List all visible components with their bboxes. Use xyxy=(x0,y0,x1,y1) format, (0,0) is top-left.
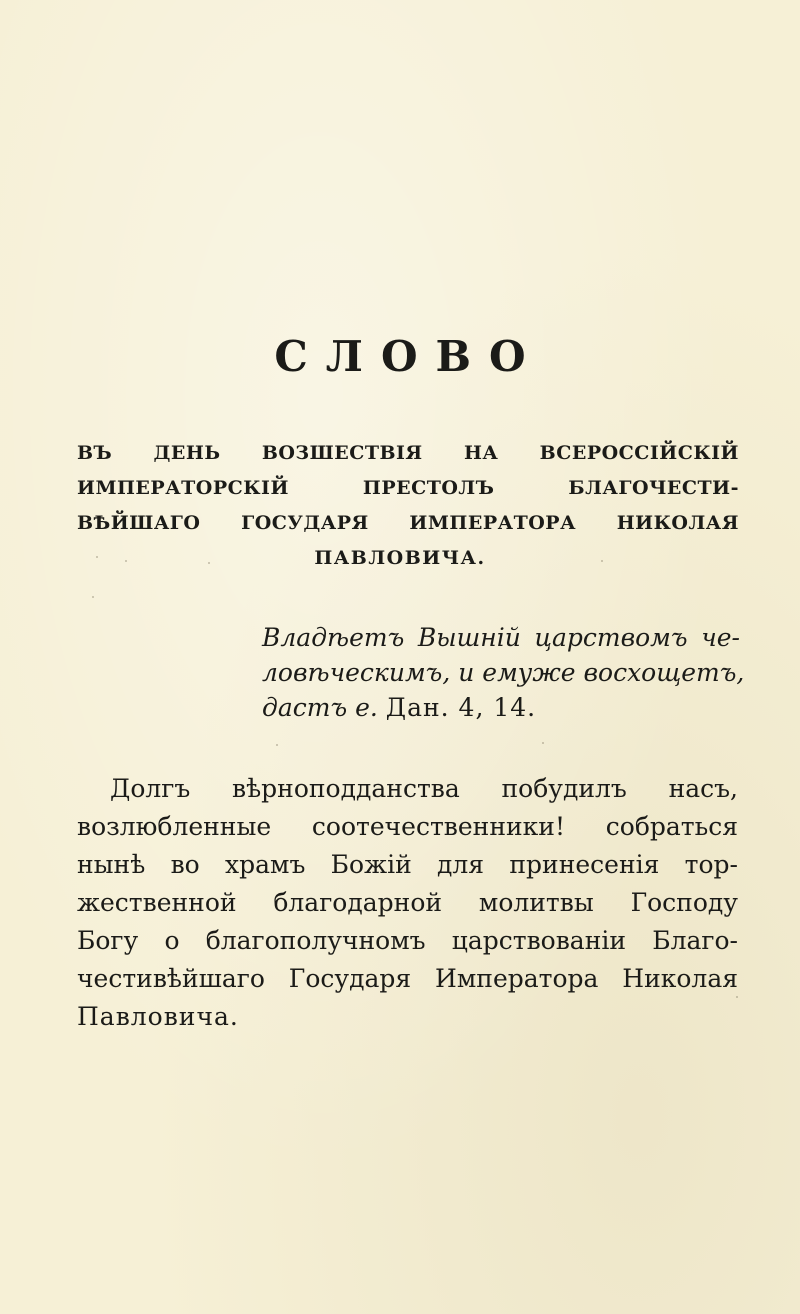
epigraph-reference: Дан. 4, 14. xyxy=(385,693,537,722)
print-speck xyxy=(92,596,94,598)
heading-line-3: ВѢЙШАГО ГОСУДАРЯ ИМПЕРАТОРА НИКОЛАЯ xyxy=(77,512,739,534)
print-speck xyxy=(601,560,603,562)
body-line-2: возлюбленные соотечественники! собраться xyxy=(77,812,738,841)
body-line-6: честивѣйшаго Государя Императора Николая xyxy=(77,964,738,993)
heading-line-1: ВЪ ДЕНЬ ВОЗШЕСТВІЯ НА ВСЕРОССІЙСКІЙ xyxy=(77,442,739,464)
print-speck xyxy=(736,996,738,998)
epigraph-line-2: ловѣческимъ, и емуже восхощетъ, xyxy=(262,658,745,687)
body-line-7: Павловича. xyxy=(77,1002,239,1031)
print-speck xyxy=(208,562,210,564)
epigraph-line-3 xyxy=(262,692,536,724)
epigraph-line-1: Владѣетъ Вышній царствомъ че- xyxy=(262,623,740,652)
print-speck xyxy=(276,744,278,746)
heading-line-4: ПАВЛОВИЧА. xyxy=(314,547,486,569)
print-speck xyxy=(542,742,544,744)
print-speck xyxy=(125,560,127,562)
body-line-5: Богу о благополучномъ царствованіи Благо- xyxy=(77,926,738,955)
print-speck xyxy=(96,556,98,558)
body-line-3: нынѣ во храмъ Божій для принесенія тор- xyxy=(77,850,738,879)
page-title: СЛОВО xyxy=(274,332,544,381)
body-line-1: Долгъ вѣрноподданства побудилъ насъ, xyxy=(110,774,738,803)
epigraph-source-italic: дастъ е. xyxy=(262,693,378,722)
body-line-4: жественной благодарной молитвы Господу xyxy=(77,888,738,917)
heading-line-2: ИМПЕРАТОРСКІЙ ПРЕСТОЛЪ БЛАГОЧЕСТИ- xyxy=(77,477,739,499)
